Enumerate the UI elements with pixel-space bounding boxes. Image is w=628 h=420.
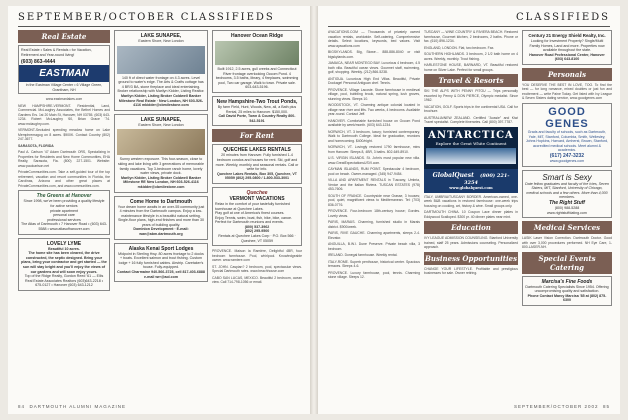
classified-ad: ENGLAND, LONDON. Flat, two bedroom. Fax. (424, 45, 495, 50)
trout-body: By farm Field, Hunt, Woods, New, all, a Bath plus Rental, 25 miles to Hanover. $150,000. (217, 104, 297, 114)
classified-ad: WOODSTOCK, VT. Charming antique colonial located in village near river and lifts. Two weeks, 4 bedrooms. Available year-round. Contact Jeff. (328, 103, 420, 116)
classified-ad: NORWICH, VT. Lovingly restored 1790 farmhouse, mins from Hanover. Sleeps 8, 4BR, 3 baths. 802-649-8910. (328, 145, 420, 154)
vqv-item: Enjoy Tennis, swim, boat, fish, hike, bike, canoe. (215, 215, 293, 220)
eastman-url: www.eastmanlakes.com (45, 97, 83, 102)
alaska-title: Alaska Kenai Sport Lodges (128, 245, 194, 252)
lake1-subtitle: Eastern Shore, New London (138, 39, 184, 43)
left-column-3 (212, 30, 302, 394)
alaska-lodges-ad (114, 243, 208, 283)
smart-sub: The Right Stuff (549, 199, 585, 206)
atlas-footer: The Atlas of Dartmouth • 7 Hanover Road • (603) 643-5588 • www.atlasofhanover.com (21, 222, 108, 231)
house-photo (117, 129, 205, 155)
vqv-item: Perfect for Dartmouth reunions and events. (215, 220, 284, 225)
estate-photo (215, 41, 299, 65)
good-genes-phone: (617) 247-3232 (549, 152, 585, 159)
come-home-contact: Dominion Development · E-mail: wan@abm.dartmouth.org (133, 227, 189, 237)
atlas-list-item: professional services (47, 217, 81, 222)
vqv-address: Rentals at Quechee Lakes Corp · P.O. Box 566 · Quechee, VT 05059 (218, 234, 296, 243)
classified-ad: ANGUILLA, B.W.I. Dune Preserve. Private beach villa, 3 bedroom. (328, 242, 420, 251)
lake1-title: LAKE SUNAPEE, (140, 33, 182, 39)
classified-ad: ITALY-ROME. Superb penthouse, historical center. Spacious terraces. Sleeps 4-6. (328, 259, 420, 268)
classified-ad: ST. JOHN. Caspian? 2 bedroom, pool, spectacular views. Special Dartmouth rates. www.beachhouse.com (212, 264, 302, 274)
atlas-list-item: private apartment (50, 208, 78, 213)
vqv-title: VERMONT VACATIONS (229, 195, 285, 202)
classified-ad: SOUTH OF FRANCE. Countryside near Grasse, 3 houses; pool, quiet, magnificent views to Mediterranean. Tel: (703) 836-0776. (328, 193, 420, 207)
lake2-contact: Marilyn Kidder, Listing Broker Coldwell Banker Milestone RE New London, NH 603-526-4116 mkidder@cbmilestone.com (120, 175, 202, 189)
good-genes-ad (522, 103, 612, 167)
page-gutter (310, 6, 318, 414)
lake1-body: 140 ft of direct water frontage on 4.3 acres. Level ground to water's edge. The Arts & Crafts cottage has 4 BR/3 BA, stone fireplace and ideal entertaining. Broker relationship with Marilyn Kidder, Listing Realtor. (117, 75, 205, 94)
classified-ad: VILLA AND APARTMENT RENTALS in Tuscany, Umbria, Venice and the Italian Riviera. TUSCAN ESTATES (978) 453-7606. (328, 178, 420, 191)
good-genes-url: www.goodgenes.com (549, 158, 585, 163)
lake2-title: LAKE SUNAPEE, (140, 116, 182, 123)
marcisa-body: Dartmouth Catering Specialists Since 1954. Offering uncompromising quality and satisfaction. (525, 284, 609, 294)
section-real-estate: Real Estate (18, 30, 110, 43)
left-page-number: 84 (18, 404, 26, 409)
left-column-1 (18, 30, 110, 394)
lyme-footer: Top of the Ridge Realty, Gordon Reed '61 — Ellis Real Estate Associates Realtors (603)643-2218 • 675-0127 • Hanover (603) 643-1212 (24, 274, 104, 288)
atlas-subtitle: Since 1998, we've been providing a quality lifestyle for active seniors (23, 199, 105, 208)
classified-ad: SARASOTA, FLORIDA (18, 143, 54, 148)
right-page-footer (514, 404, 610, 409)
classified-ad: TUSCANY — WINE COUNTRY & RIVIERA BEACH. Restored farmhouse, Gourmet kitchen, 2 bedrooms, 2 baths. Phone or fax. (610) 896-1234. (424, 30, 518, 43)
lake1-contact: Marilyn Kidder, Listing Broker Coldwell Banker Milestone Real Estate · New London, NH 603-526-4116 mkidder@cbmilestone.com (118, 93, 204, 108)
right-column-2 (424, 30, 518, 394)
left-page-footer (18, 404, 126, 409)
smart-title: Smart is Sexy (542, 172, 592, 182)
globalquest-phone: (800) 221-3254 (464, 172, 510, 186)
century21-title: Century 21 Energy Shield Realty, Inc. (528, 33, 606, 38)
marcisa-contact: Phone Contact Marcy Marcisa '85 at (802) 875-6300 (527, 293, 607, 303)
classified-ad: AYACATIONS.COM — Thousands of privately owned vacation rentals, worldwide. Self-catering, Comprehensive details. Select locations, keywords, bed values. Visit www.ayacations.com (328, 30, 420, 48)
globalquest-url: www.globalquest.com (449, 185, 493, 190)
classified-ad: NORWICH, VT. 3 bedroom, luxury; furnished contemporary. Walk to Dartmouth College. Ideal for graduation, reunions and homecoming. $400/night. (328, 129, 420, 143)
lovely-lyme-ad (18, 238, 110, 291)
classified-ad: ITALY, UMBRIA/TUSCANY BORDER. American-owned, one-week B&B vacations in restored farmhouse: one-week trips focusing on cooking, art, history & wine. Small groups only. (424, 194, 518, 208)
classified-ad: PrivateCommunities.com. Take a self-guided tour of the top retirement, vacation and resort communities in Florida, the Carolinas, Arizona and other great places at PrivateCommunities.com, and www.communities.com. (18, 170, 110, 188)
classified-ad: AUSTRALIA/NEW ZEALAND. Certified "Aussie" and Kiwi Travel specialist. Complete itineraries. Call (800) 397-7787. (424, 115, 518, 124)
lake-sunapee-ad-1 (114, 30, 208, 111)
classified-ad: ANTIGUA. Luxurious High End Villas. Beautiful, Private Dockage! Personal Antiguan chef. Tennis. (328, 76, 420, 85)
classified-ad: PROVENCE. Four-bedroom 18th-century house; Gordes. Lovely views. (328, 209, 420, 218)
lyme-subtitle: Beautiful 10 acres. (48, 246, 80, 251)
classified-ad: PARIS, RIVE GAUCHE. Charming apartments, sleeps 2-4. Elevator. (328, 231, 420, 240)
classified-ad: HANOVER. Comfortable furnished house on Occom Pond available by week/month. (603) 643-1234. (328, 118, 420, 127)
classified-ad: PARIS, MARAIS. Charming, furnished studio in Marais district. $900/week. (328, 220, 420, 229)
globalquest-ad (424, 169, 518, 193)
come-home-ad (114, 196, 208, 240)
smart-is-sexy-ad (522, 170, 612, 219)
lake-sunapee-ad-2 (114, 114, 208, 193)
right-column-3 (522, 30, 612, 394)
antarctica-sub: Explore the Great White Continent (435, 140, 507, 146)
left-column-2 (114, 30, 208, 394)
quechee-body: 20 minutes from Hanover. Fully furnished 1-4 bedroom condos and houses for rent. Ski, golf and more. Weekly, monthly and seasonal rentals. Call or write for info. (215, 153, 299, 172)
classified-ad: BIGSKYLANDS. Big, Stowe... 888-886-8040 or visit bigskylands.com. (328, 50, 420, 59)
section-education: Education (424, 221, 518, 234)
vqv-item: Play golf at one of America's finest courses. (215, 211, 285, 216)
classified-ad: NEW HAMPSHIRE-VERMONT. Residential, Land, Commercial. McLaughry Associates, the Bethel Homes and Gardens Ers. 1st 20 Main St, Hanover, NH 03755. (603) 643-1234. Robert McLaughry '60, Brian Grace '74. www.mclaughry.com. (18, 103, 110, 126)
eastman-top: Real Estate • Sales & Rentals • for Vacation, Retirement and Year-round living! (21, 48, 92, 57)
atlas-list-item: personal care (53, 213, 75, 218)
marcisa-title: Marcisa's Fine Foods (541, 278, 593, 285)
classified-ad: Paul A. Carlson '47 Adam Dartmouth ORS, Specializing in Properties for Residents and New Home Communities, EHA Realty, Sarasota, Fla. (800) 227-1501. Website: www.paulcarlson.net (18, 150, 110, 168)
section-medical: Medical Services (522, 221, 612, 234)
eastman-sub: in the Eastman Village Center • 6 Village Green, Grantham, NH (25, 83, 103, 92)
classified-ad: JAMAICA, NEAR MONTEGO BAY. Luxurious 4 bedroom, 4.5 bath villa. Beautiful ocean views. Gourmet staff, swimming, golf, shopping. Weekly. (212) 866-5238. (328, 61, 420, 74)
header-rule (328, 26, 610, 27)
smart-phone: (800) 988-5288 (554, 205, 580, 210)
ocean-ridge-body: Built 1912, 2.5 acres, gull creeks and Connecticut River frontage overlooking Occom Pond. 4 bedrooms, 3.5 baths, library, 4 fireplaces, swimming pool, Two car garage. Walk to town. Private sale. 603-643-5196. (215, 67, 299, 90)
century21-ad (522, 30, 612, 65)
classified-ad: CAYMAN ISLANDS, RUM POINT. Spectacular 4 bedroom, pool on beach. Owner-managed. (345) 947-9454. (328, 167, 420, 176)
atlas-title: The Greens at Hanover (36, 193, 92, 200)
antarctica-ad (424, 127, 518, 169)
classified-ad: DARTMOUTH CHINA. 10 Coupon Lace dinner plates in Eddywood Scalloped. $300 pr. 40 dinner plates near mint. (424, 210, 518, 219)
right-page (318, 6, 620, 414)
quechee-title: QUECHEE LAKES RENTALS (223, 147, 291, 154)
section-catering: Special Events Catering (522, 252, 612, 274)
trout-ponds-ad (212, 96, 302, 126)
vqv-logo: Quechee (246, 189, 268, 196)
right-page-number: 85 (602, 404, 610, 409)
alaska-contact: Contact Charmaine 940-566-3725, cell 817-403-6888 e-mail wrr@aol.com (117, 270, 205, 279)
marcisa-ad (522, 276, 612, 306)
classified-ad: U.S. VIRGIN ISLANDS. St. John's most popular new villa. www.GreatExpectationsUSVI.com. (328, 156, 420, 165)
antarctica-title: ANTARCTICA (428, 129, 514, 141)
quechee-contact: Quechee Lakes Rentals, Box 305, Quechee, VT 05059 (802) 295-0800 / 1-800-533-3001 (217, 171, 297, 181)
come-home-body: Your dream home awaits in an over-55 community just 4 minutes from the Dartmouth campus. Enjoy a low-maintenance lifestyle in a beautiful natural setting. Single-floor plans, high-end finishes and more than 30 years of building quality. (117, 204, 205, 227)
smart-url: www.rightstuffdating.com (547, 210, 587, 215)
vqv-item: Relax in the comfort of your tastefully furnished townhouse at Quechee Lakes. (215, 201, 290, 211)
classified-ad: VACATION, GOLF. Sports trips in the continental USA. Call for brochure. (424, 104, 518, 113)
vqv-phone-2: (802) 295-9500 (244, 229, 270, 234)
classified-ad: PROVENCE. Village Lacoste. Stone farmhouse in medieval village, pool, bubbling brook, natural spring, lush groves, stunning views. Sleeps 10. (328, 87, 420, 101)
left-page (8, 6, 310, 414)
left-footer-title: DARTMOUTH ALUMNI MAGAZINE (29, 404, 126, 409)
good-genes-title: GOOD GENES (545, 105, 589, 130)
section-business: Business Opportunities (424, 253, 518, 263)
classified-ad: LASIK Laser Vision Correction. Dartmouth Doctor. Good with over 3,000 procedures performed. NH Eye Care, 1-800-LASER-NH. (522, 236, 612, 250)
iceberg-photo (426, 148, 516, 164)
classified-ad: PROVENCE. Maison la Ramière, Delightful 4BR, four bedroom farmhouse. Pool, whirlpool. Knowledgeable owner. www.ramiere.com (212, 249, 302, 263)
trout-contact: Call David Porte, Town & Country Realty 800-542-5191 (218, 114, 296, 123)
classified-ad: CABO SAN LUCAS, MEXICO. Beautiful 2 bedroom, ocean view. Call 714-798-1056 or email. (212, 275, 302, 285)
classified-ad: IVY LEAGUE ADMISSION COUNSELING. Stanford University trained, staff 25 years. Admissions counseling. Personalized approach. (424, 236, 518, 249)
smart-body: Date fellow graduates and faculty of the Ivies, Seven Sisters, MIT, Stanford, University of Chicago, medical schools and a few others. More than 4,000 members. (525, 181, 609, 200)
right-column-1 (328, 30, 420, 394)
right-footer-title: SEPTEMBER/OCTOBER 2002 (514, 404, 599, 409)
left-page-header: SEPTEMBER/OCTOBER CLASSIFIEDS (18, 12, 275, 23)
section-for-rent: For Rent (212, 129, 302, 142)
trout-title: New Hampshire-Two Trout Ponds, (216, 98, 298, 105)
ocean-ridge-ad (212, 30, 302, 93)
come-home-title: Come Home to Dartmouth (130, 198, 192, 205)
quechee-rentals-ad (212, 144, 302, 184)
classified-ad: HARLESTONE HOUSE, BARNARD, VT. Beautiful restored home on Silver Lake. Perfect for small groups. (424, 63, 518, 72)
atlas-greens-ad (18, 190, 110, 234)
classified-ad: PROVENCE. Luxury farmhouse, pool, tennis. Charming stone village. Sleeps 12. (328, 270, 420, 279)
classified-ad: IRELAND. Donegal farmhouse. Weekly rental. (328, 253, 398, 257)
classified-ad: VERMONT-Secluded spending meadow home on Lake Memphremagog on 8 acres. $900K. Contact Country (802) 247-3677. (18, 128, 110, 142)
classified-ad: YOU DESERVE THE BEST IN LOVE, TOO. To find the best — for long romance, mixed doubles or just fun and excitement — write Paine Today. Get listed with Ivy League & Seven Sisters dating service, www.goodgenes.com (522, 82, 612, 101)
vqv-phone-1: (800) 537-3962 (244, 224, 270, 229)
lyme-body: The home site has been cleared, the drive constructed, the septic designed. Bring your plans, bring your contractor and get started — the sun will stay bright and you'll enjoy the views of our gardens and will soon enjoy yours. (21, 251, 107, 274)
eastman-ad (18, 45, 110, 94)
lyme-title: LOVELY LYME (46, 240, 82, 247)
lake2-subtitle: Eastern Shore, New London (138, 122, 184, 127)
ocean-ridge-title: Hanover Ocean Ridge (231, 33, 283, 39)
vermont-vacations-ad (212, 187, 302, 246)
alaska-body: Midpoint in Sterling Hwy. 80 acres frontage to 2 docks + boats. Excellent salmon and trout fishing. Custom lodge + 16 fully furnished cabins. Airstrip. Caretaker's house. Fully-equipped. (118, 251, 204, 270)
eastman-phone: (603) 863-4444 (21, 59, 56, 66)
globalquest-logo: GlobalQuest (432, 171, 474, 179)
eastman-logo: EASTMAN (19, 65, 109, 82)
right-page-header: CLASSIFIEDS (515, 12, 610, 23)
section-travel-resorts: Travel & Resorts (424, 74, 518, 87)
classified-ad: SKI THE ALPS WITH PENNY PITOU — Trips personally escorted by Penny & DON PIERCE, Olympic medalist. Since 1962. (424, 89, 518, 102)
classified-ad: CHANGE YOUR LIFESTYLE. Profitable and prestigious businesses for sale. Owner retiring. (424, 266, 518, 275)
good-genes-body: Grads and faculty of schools, such as Dartmouth, Yale, MIT, Stanford, Columbia, Smith, Wellesley, Johns Hopkins, Harvard, Amherst, Brown, Stanford, accredited medical schools. Meet alumni & academics. (525, 129, 609, 153)
century21-body: Looking for Investment Property? Single/Multi Family Homes, Land and more. Properties now available throughout the state. (529, 39, 605, 53)
header-rule (18, 26, 300, 27)
classified-ad: SOUTHERN HIGHLANDS. 3 bedroom, 2 1/2 bath home on 4 acres. Weekly, monthly. Trout fishing. (424, 52, 518, 61)
section-personals: Personals (522, 68, 612, 81)
lake2-body: Sunny western exposure. This four-season, close to skiing and lake living with 3 generations of memorable family vacations. Top 3-bedroom ranch home, lovely water views, private dock. (117, 157, 205, 176)
century21-contact: Hanover Road Professional Center, Hanover (603) 643-8100 (529, 52, 605, 62)
lake-photo (117, 46, 205, 74)
